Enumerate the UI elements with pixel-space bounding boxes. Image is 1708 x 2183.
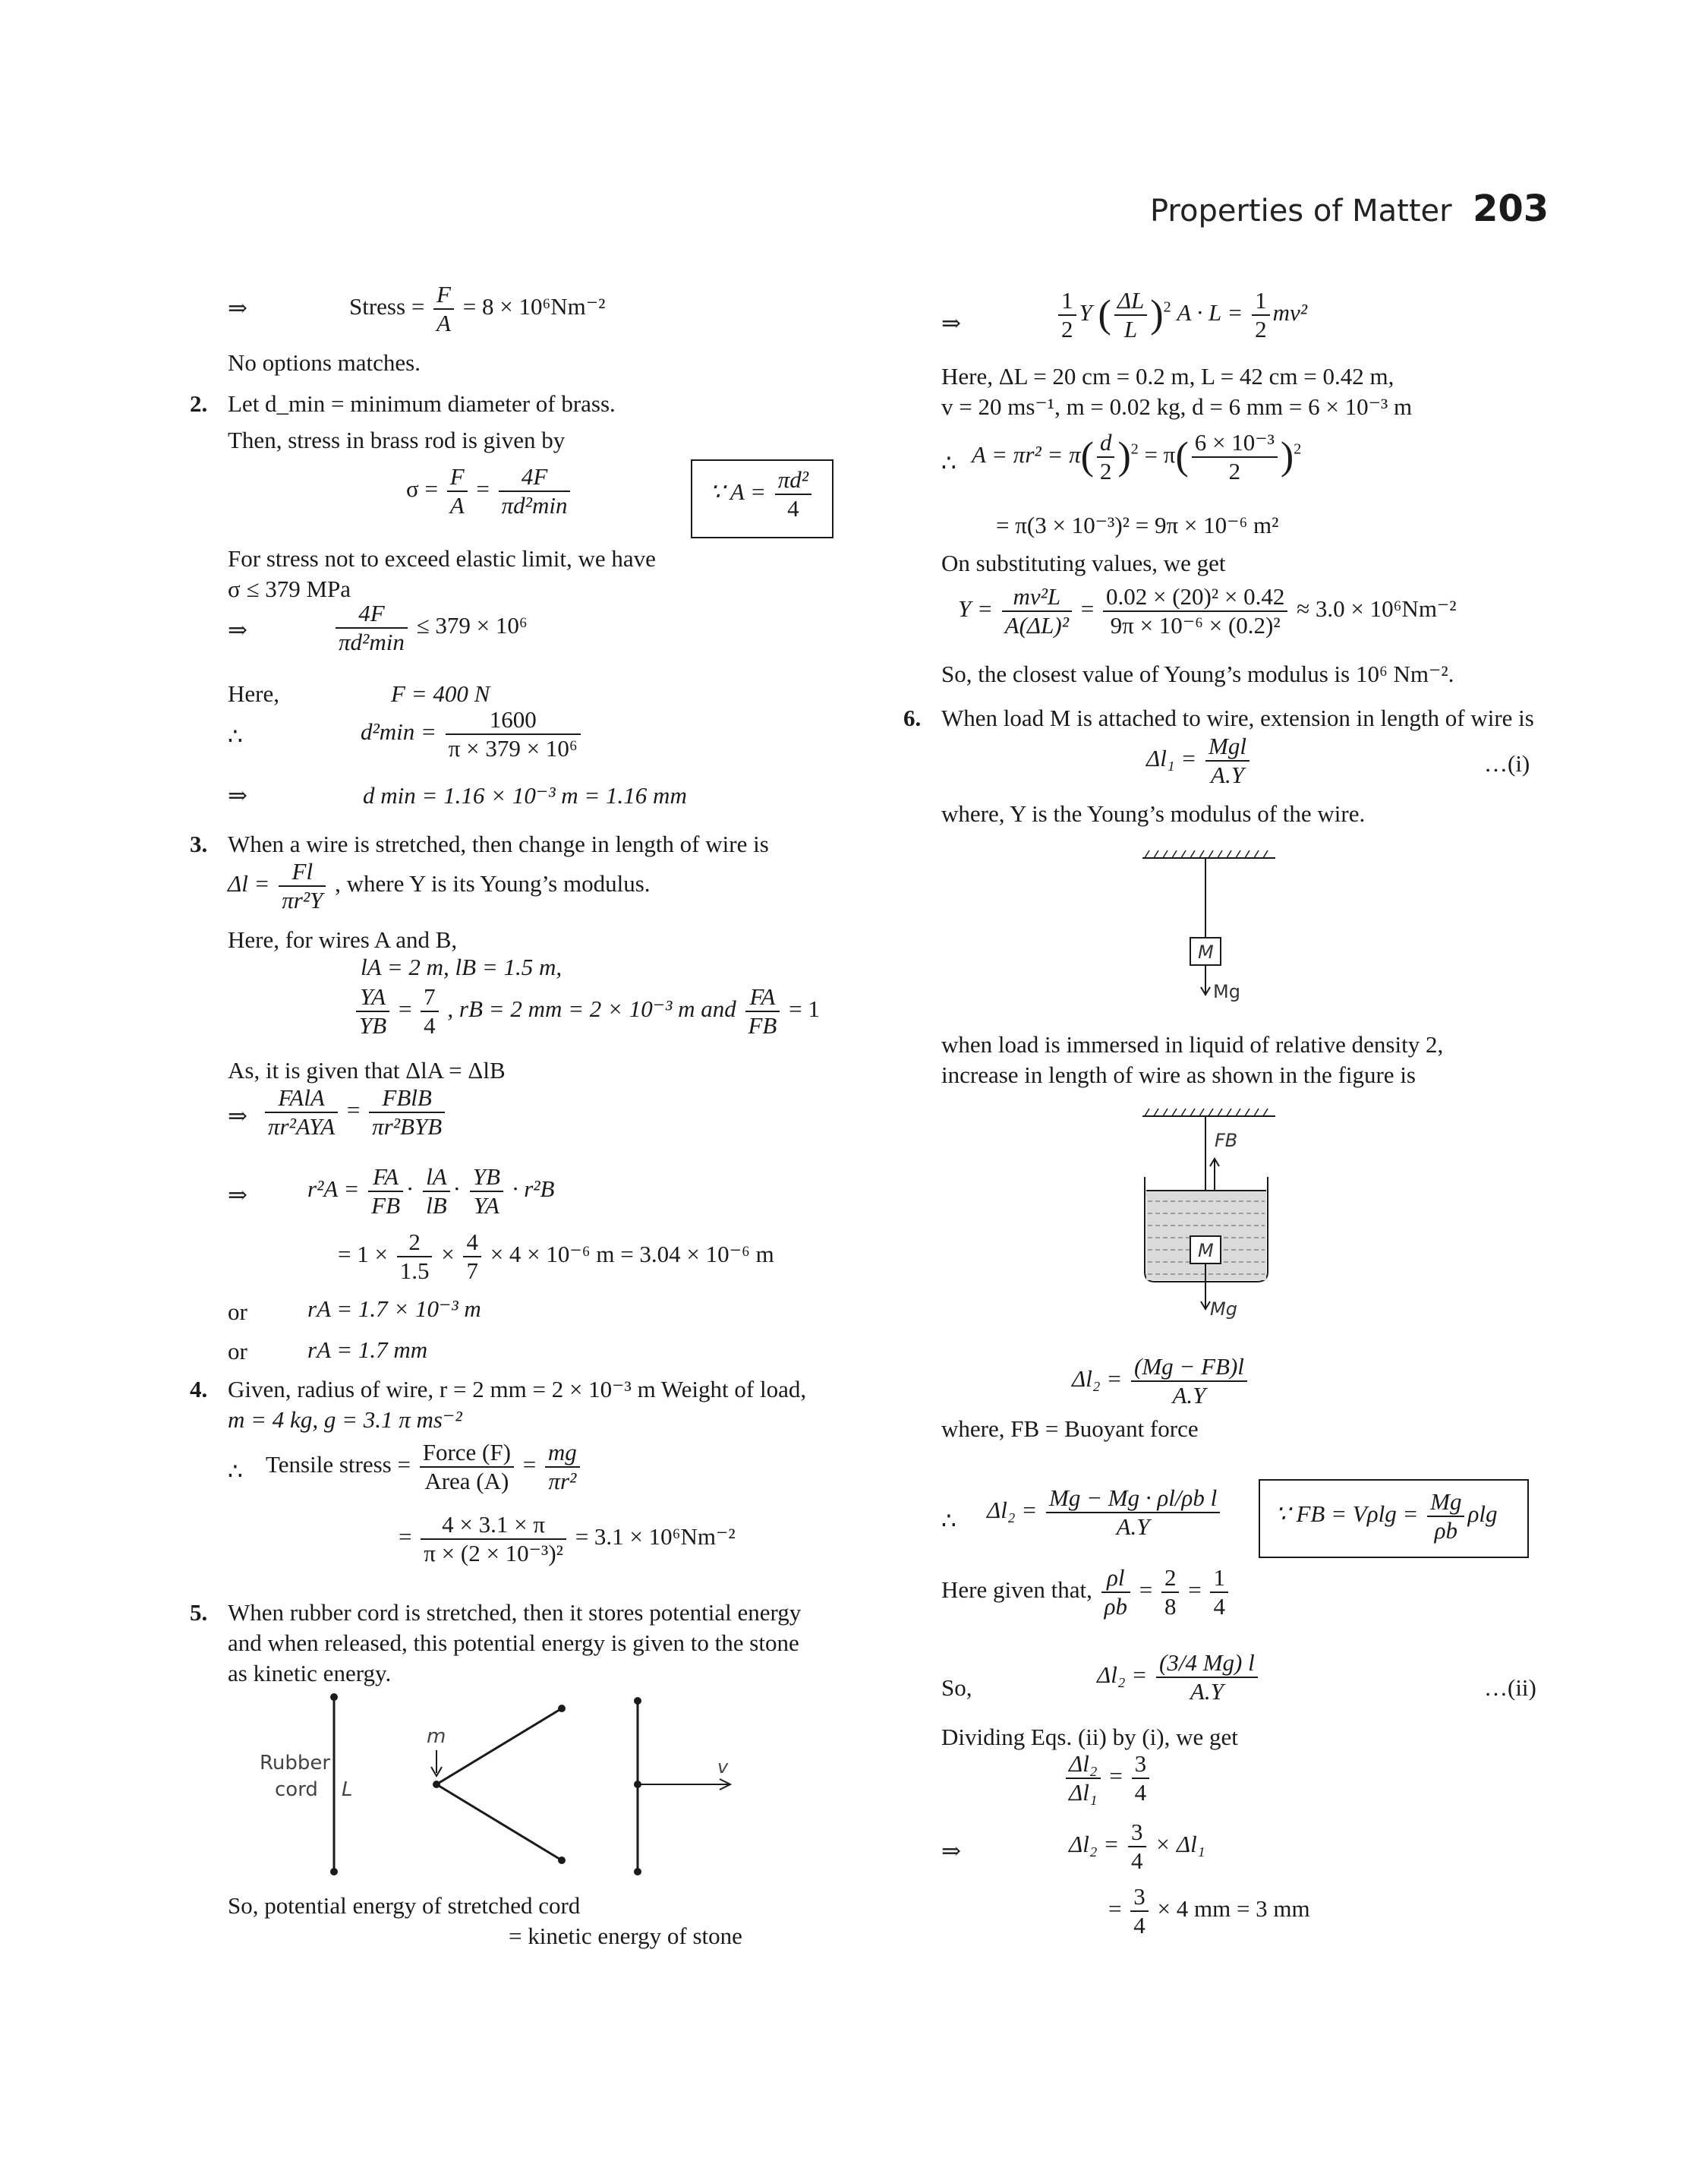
q4-line1: Given, radius of wire, r = 2 mm = 2 × 10⁻³ m Weight of load, (228, 1376, 807, 1402)
q5-line2: and when released, this potential energy is given to the stone (228, 1629, 799, 1656)
length-label: L (342, 1778, 353, 1801)
q6-line1: When load M is attached to wire, extension in length of wire is (941, 705, 1534, 731)
q5-ke-line: = kinetic energy of stone (509, 1923, 742, 1949)
q3-ra-mm: rA = 1.7 mm (307, 1336, 428, 1363)
given-values-2: v = 20 ms⁻¹, m = 0.02 kg, d = 6 mm = 6 × 10⁻³ m (941, 393, 1413, 420)
given-values-1: Here, ΔL = 20 cm = 0.2 m, L = 42 cm = 0.42 m, (941, 363, 1394, 390)
q3-ratio-line: $\frac{YA}{YB}$ = $\frac{7}{4}$ , rB = 2 mm = 2 × 10⁻³ m and $\frac{FA}{FB}$ = 1 (353, 983, 820, 1039)
q2-line2: Then, stress in brass rod is given by (228, 427, 566, 453)
q3-ra-meters: rA = 1.7 × 10⁻³ m (307, 1295, 481, 1322)
tensile-stress-equation: Tensile stress = $\frac{\text{Force (F)}}{\text{Area (A)}}$ = $\frac{mg}{\text{πr²}}$ (266, 1439, 583, 1494)
area-value: = π(3 × 10⁻³)² = 9π × 10⁻⁶ m² (996, 512, 1279, 538)
stretched-end-top (558, 1705, 566, 1712)
implies-symbol: ⇒ (228, 295, 247, 321)
dividing-text: Dividing Eqs. (ii) by (i), we get (941, 1724, 1238, 1750)
q3-radius-equation: r²A = $\frac{FA}{FB}$ · $\frac{lA}{lB}$ · $\frac{YB}{YA}$ · r²B (307, 1163, 555, 1219)
cord-label: cord (275, 1778, 318, 1801)
cord-end-top (330, 1693, 338, 1701)
density-ratio-line: Here given that, $\frac{\rho l}{\rho b}$ = $\frac{2}{8}$ = $\frac{1}{4}$ (941, 1564, 1231, 1620)
area-formula: ∵ A = $\frac{\text{πd²}}{4}$ (710, 466, 815, 522)
implies-symbol: ⇒ (228, 782, 247, 809)
buoyant-force-definition: where, FB = Buoyant force (941, 1415, 1199, 1442)
area-equation: A = πr² = π( $\frac{d}{2}$ )$^2$ = π( $\frac{\text{6 × 10⁻³}}{2}$ )$^2$ (972, 429, 1302, 484)
question-number-4: 4. (190, 1376, 208, 1402)
rubber-cord-figure (251, 1689, 782, 1887)
buoyant-formula: ∵ FB = Vρlg = $\frac{Mg}{\rho b}$ ρlg (1275, 1488, 1498, 1544)
substituting-text: On substituting values, we get (941, 550, 1226, 576)
immersed-line2: increase in length of wire as shown in the figure is (941, 1062, 1416, 1088)
question-number-2: 2. (190, 390, 208, 417)
question-number-5: 5. (190, 1599, 208, 1626)
here-label: Here, (228, 680, 279, 707)
delta-l-formula: Δl = $\frac{Fl}{\text{πr²Y}}$ , where Y is its Young’s modulus. (228, 858, 651, 913)
tensile-stress-value: = $\frac{4 \times 3.1 \times \pi}{\text{π × (2 × 10⁻³)²}}$ = 3.1 × 10⁶Nm⁻² (399, 1511, 736, 1566)
or-label: or (228, 1298, 247, 1325)
implies-symbol: ⇒ (941, 310, 961, 336)
question-number-3: 3. (190, 831, 208, 857)
equation-tag-1: …(i) (1484, 750, 1530, 777)
q3-line1: When a wire is stretched, then change in length of wire is (228, 831, 769, 857)
released-end-top (634, 1697, 641, 1705)
q4-line2: m = 4 kg, g = 3.1 π ms⁻² (228, 1406, 462, 1433)
mass-label: m (427, 1725, 446, 1748)
q2-line1: Let d_min = minimum diameter of brass. (228, 390, 616, 417)
sigma-equation: σ = $\frac{F}{A}$ = $\frac{4F}{\text{πd²min}}$ (406, 463, 573, 519)
force-value: F = 400 N (391, 680, 490, 707)
question-number-6: 6. (903, 705, 922, 731)
page-number: 203 (1473, 188, 1549, 230)
rubber-label: Rubber (260, 1752, 331, 1774)
dl2-expanded-equation: Δl₂ = $\frac{\text{Mg − Mg · ρl/ρb l}}{A.Y}$ (987, 1484, 1223, 1540)
hanging-load-figure (1131, 843, 1283, 1017)
ratio-equation: $\frac{\text{Δl₂}}{\text{Δl₁}}$ = $\frac{3}{4}$ (1063, 1750, 1152, 1806)
q3-here-text: Here, for wires A and B, (228, 926, 458, 953)
load-label: M (1198, 1240, 1214, 1261)
youngs-modulus-equation: Y = $\frac{\text{mv²L}}{\text{A(ΔL)²}}$ = $\frac{\text{0.02 × (20)² × 0.42}}{\text{9π × 10⁻⁶ × (0.2)²}}$ ≈ 3.0 × 10⁶Nm⁻² (958, 583, 1457, 639)
therefore-symbol: ∴ (228, 1458, 243, 1484)
implies-symbol: ⇒ (941, 1838, 961, 1864)
q3-equality: $\frac{\text{FAlA}}{\text{πr²AYA}}$ = $\frac{\text{FBlB}}{\text{πr²BYB}}$ (262, 1084, 448, 1140)
so-label: So, (941, 1674, 972, 1701)
implies-symbol: ⇒ (228, 1103, 247, 1129)
q3-calculation: = 1 × $\frac{2}{1.5}$ × $\frac{4}{7}$ × 4 × 10⁻⁶ m = 3.04 × 10⁻⁶ m (338, 1229, 774, 1284)
load-label: M (1198, 942, 1214, 963)
q2-sigma-limit: σ ≤ 379 MPa (228, 576, 351, 602)
q3-given-text: As, it is given that ΔlA = ΔlB (228, 1057, 506, 1084)
immersed-load-figure (1131, 1101, 1283, 1329)
weight-label: Mg (1210, 1298, 1237, 1320)
q2-limit-text: For stress not to exceed elastic limit, we have (228, 545, 656, 572)
closest-value-text: So, the closest value of Young’s modulus is 10⁶ Nm⁻². (941, 661, 1454, 687)
energy-equation: $\frac{1}{2}$ Y ( $\frac{\Delta L}{L}$ )$^2$ A · L = $\frac{1}{2}$ mv² (1055, 287, 1307, 342)
running-title: Properties of Matter (1150, 194, 1452, 229)
therefore-symbol: ∴ (228, 723, 243, 749)
velocity-label: v (717, 1756, 729, 1778)
stress-equation: Stress = $\frac{F}{A}$ = 8 × 10⁶Nm⁻² (349, 281, 606, 336)
immersed-line1: when load is immersed in liquid of relative density 2, (941, 1031, 1444, 1058)
weight-label: Mg (1213, 981, 1240, 1002)
dmin-squared-equation: d²min = $\frac{1600}{\text{π × 379 × 10⁶}}$ (361, 706, 584, 762)
final-answer: = $\frac{3}{4}$ × 4 mm = 3 mm (1108, 1883, 1310, 1939)
q2-inequality: $\frac{4F}{\text{πd²min}}$ ≤ 379 × 10⁶ (332, 600, 528, 655)
implies-symbol: ⇒ (228, 1181, 247, 1208)
q5-pe-line: So, potential energy of stretched cord (228, 1892, 581, 1919)
therefore-symbol: ∴ (941, 1507, 956, 1534)
stretched-end-bottom (558, 1856, 566, 1864)
dl2-simplified-equation: Δl₂ = $\frac{(3/4 Mg) l}{A.Y}$ (1097, 1649, 1261, 1705)
or-label: or (228, 1338, 247, 1364)
cord-end-bottom (330, 1868, 338, 1875)
equation-tag-2: …(ii) (1484, 1674, 1536, 1701)
final-equation-1: Δl₂ = $\frac{3}{4}$ × Δl₁ (1069, 1819, 1205, 1874)
released-end-bottom (634, 1868, 641, 1875)
no-options-text: No options matches. (228, 349, 421, 376)
stone-dot (433, 1781, 440, 1788)
ceiling-hatch (1145, 1109, 1268, 1116)
buoyant-force-label: FB (1215, 1130, 1238, 1151)
ceiling-hatch (1145, 850, 1268, 858)
q5-line1: When rubber cord is stretched, then it stores potential energy (228, 1599, 802, 1626)
stretched-cord-lower (436, 1784, 562, 1860)
dl2-equation: Δl₂ = $\frac{(Mg - FB)l}{A.Y}$ (1072, 1353, 1250, 1409)
stretched-cord-upper (436, 1708, 562, 1784)
q5-line3: as kinetic energy. (228, 1660, 392, 1686)
dmin-result: d min = 1.16 × 10⁻³ m = 1.16 mm (363, 782, 687, 809)
dl1-equation: Δl₁ = $\frac{\text{Mgl}}{A.Y}$ (1146, 733, 1253, 788)
q6-where-y: where, Y is the Young’s modulus of the wire. (941, 800, 1366, 827)
implies-symbol: ⇒ (228, 617, 247, 643)
q3-lengths: lA = 2 m, lB = 1.5 m, (361, 954, 563, 980)
therefore-symbol: ∴ (941, 450, 956, 476)
